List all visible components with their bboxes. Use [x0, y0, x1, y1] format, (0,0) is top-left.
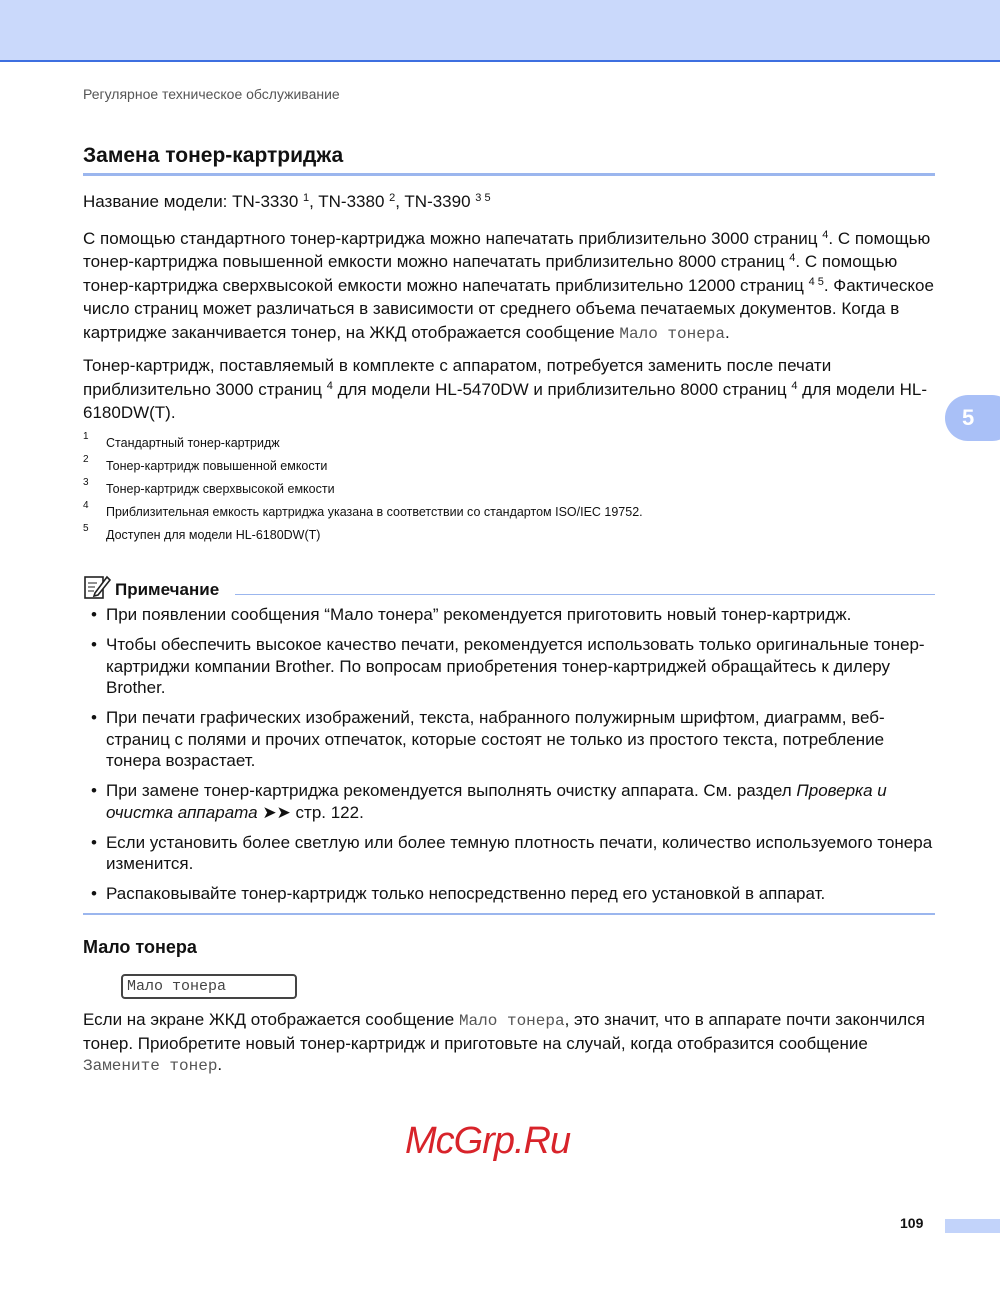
note-list — [83, 604, 938, 905]
lcd-message: Мало тонера — [121, 974, 297, 999]
note-header — [83, 574, 219, 605]
note-bottom-rule — [83, 913, 935, 915]
chapter-tab[interactable]: 5 — [945, 395, 1000, 441]
page-number: 109 — [900, 1215, 924, 1231]
list-item: • Если установить более светлую или более темную плотность печати, количество используемого тонера изменится. — [91, 832, 933, 873]
footnote: 5 Доступен для модели HL-6180DW(T) — [83, 522, 321, 542]
list-item: • При появлении сообщения “Мало тонера” рекомендуется приготовить новый тонер-картридж. — [91, 605, 852, 624]
list-item: • Распаковывайте тонер-картридж только непосредственно перед его установкой в аппарат. — [91, 884, 826, 903]
watermark: McGrp.Ru — [405, 1120, 571, 1162]
footnote: 2 Тонер-картридж повышенной емкости — [83, 453, 328, 473]
footnote: 4 Приблизительная емкость картриджа указана в соответствии со стандартом ISO/IEC 19752. — [83, 499, 643, 519]
footnote: 1 Стандартный тонер-картридж — [83, 430, 280, 450]
note-label: Примечание — [115, 579, 220, 599]
intro-block — [83, 191, 938, 551]
list-item: • Чтобы обеспечить высокое качество печати, рекомендуется использовать только оригинальные тонер-картриджи компании Brother. По вопросам приобретения тонер-картриджей обращайтесь к дилеру Brother. — [91, 635, 925, 697]
running-head: Регулярное техническое обслуживание — [83, 86, 340, 102]
top-band — [0, 0, 1000, 62]
model-line: Название модели: TN-3330 $^1$, TN-3380 $^2$, TN-3390 $^{3 5}$ — [83, 192, 491, 211]
cross-reference-link[interactable]: Проверка и очистка аппарата — [106, 781, 887, 822]
note-pencil-icon — [83, 574, 111, 605]
note-rule — [235, 594, 935, 595]
paragraph-starter: Тонер-картридж, поставляемый в комплекте с аппаратом, потребуется заменить после печати приблизительно 3000 страниц $^4$ для модели HL-5470DW и приблизительно 8000 страниц $^4$ для модели HL-6180DW(T). — [83, 356, 928, 422]
footnotes — [83, 430, 938, 551]
section-title: Замена тонер-картриджа — [83, 144, 344, 167]
list-item: • При печати графических изображений, текста, набранного полужирным шрифтом, диаграмм, веб-страниц с полями и прочих отпечаток, которые состоят не только из простого текста, потребление тонера возрастает. — [91, 708, 885, 770]
paragraph-capacity: С помощью стандартного тонер-картриджа можно напечатать приблизительно 3000 страниц $^4$. С помощью тонер-картриджа повышенной емкости можно напечатать приблизительно 8000 страниц $^4$. С помощью тонер-картриджа сверхвысокой емкости можно напечатать приблизительно 12000 страниц $^{4 5}$. Фактическое число страниц может различаться в зависимости от среднего объема печатаемых документов. Когда в картридже заканчивается тонер, на ЖКД отображается сообщение Мало тонера. — [83, 228, 934, 343]
arrows-icon: ➤➤ — [262, 802, 291, 822]
title-rule — [83, 173, 935, 176]
page-bar — [945, 1219, 1000, 1233]
subsection-title: Мало тонера — [83, 937, 197, 957]
note-and-low-toner — [83, 604, 938, 1078]
paragraph-low-toner: Если на экране ЖКД отображается сообщение Мало тонера, это значит, что в аппарате почти закончился тонер. Приобретите новый тонер-картридж и приготовьте на случай, когда отобразится сообщение Замените тонер. — [83, 1010, 925, 1075]
footnote: 3 Тонер-картридж сверхвысокой емкости — [83, 476, 335, 496]
list-item: • При замене тонер-картриджа рекомендуется выполнять очистку аппарата. См. раздел Проверка и очистка аппарата ➤➤ стр. 122. — [91, 781, 887, 822]
